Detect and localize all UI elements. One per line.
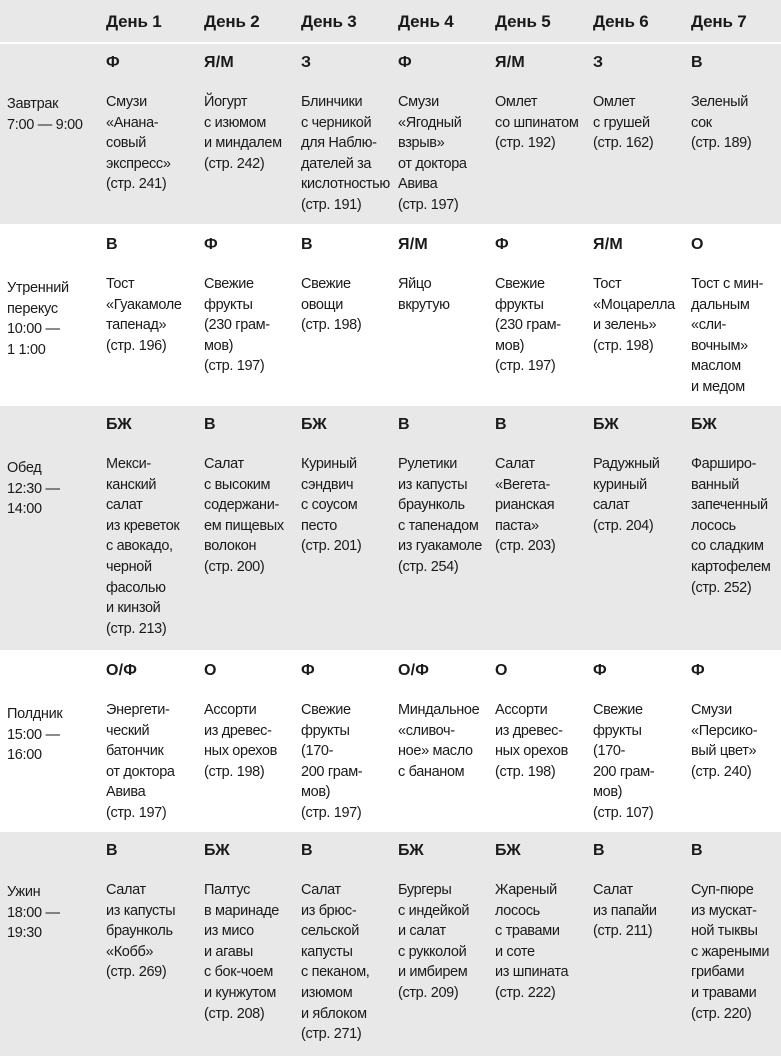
day-1-header: День 1 — [106, 12, 162, 31]
category-code: В — [106, 236, 118, 253]
day-7-header: День 7 — [691, 12, 747, 31]
day-5-header: День 5 — [495, 12, 551, 31]
category-code: БЖ — [691, 416, 717, 433]
dish-text: Яйцо вкрутую — [398, 276, 450, 313]
category-code: БЖ — [495, 842, 521, 859]
dish-text: Жареный лосось с травами и соте из шпината (стр. 222) — [495, 882, 569, 1001]
category-code: В — [398, 416, 410, 433]
dish-text: Миндальное «сливоч- ное» масло с бананом — [398, 702, 480, 780]
dish-text: Фарширо- ванный запеченный лосось со сладким картофелем (стр. 252) — [691, 456, 771, 596]
category-code: О — [495, 662, 508, 679]
dish-text: Рулетики из капусты браунколь с тапенадом из гуакамоле (стр. 254) — [398, 456, 482, 575]
category-code: Ф — [691, 662, 705, 679]
category-code: Я/М — [398, 236, 428, 253]
category-code: Я/М — [593, 236, 623, 253]
dish-text: Салат из папайи (стр. 211) — [593, 882, 657, 940]
header-row — [0, 0, 781, 44]
dish-text: Бургеры с индейкой и салат с рукколой и имбирем (стр. 209) — [398, 882, 470, 1001]
dish-text: Йогурт с изюмом и миндалем (стр. 242) — [204, 94, 282, 172]
category-code: Ф — [398, 54, 412, 71]
category-code: З — [301, 54, 312, 71]
dish-text: Радужный куриный салат (стр. 204) — [593, 456, 660, 534]
category-code: БЖ — [593, 416, 619, 433]
dish-text: Свежие овощи (стр. 198) — [301, 276, 362, 334]
meal-label-breakfast: Завтрак 7:00 — 9:00 — [7, 96, 83, 133]
dish-text: Омлет со шпинатом (стр. 192) — [495, 94, 579, 152]
category-code: В — [204, 416, 216, 433]
meal-row-dinner — [0, 832, 781, 1056]
dish-text: Салат из брюс- сельской капусты с пеканом, изюмом и яблоком (стр. 271) — [301, 882, 370, 1043]
category-code: Ф — [593, 662, 607, 679]
dish-text: Блинчики с черникой для Наблю- дателей за кислотностью (стр. 191) — [301, 94, 390, 213]
category-code: В — [691, 842, 703, 859]
category-code: В — [691, 54, 703, 71]
meal-row-breakfast — [0, 44, 781, 224]
dish-text: Энергети- ческий батончик от доктора Авива (стр. 197) — [106, 702, 175, 821]
category-code: БЖ — [301, 416, 327, 433]
category-code: О — [204, 662, 217, 679]
day-6-header: День 6 — [593, 12, 649, 31]
dish-text: Свежие фрукты (170- 200 грам- мов) (стр. 197) — [301, 702, 363, 821]
dish-text: Свежие фрукты (230 грам- мов) (стр. 197) — [495, 276, 561, 375]
dish-text: Свежие фрукты (170- 200 грам- мов) (стр. 107) — [593, 702, 655, 821]
dish-text: Омлет с грушей (стр. 162) — [593, 94, 654, 152]
category-code: О — [691, 236, 704, 253]
day-3-header: День 3 — [301, 12, 357, 31]
dish-text: Палтус в маринаде из мисо и агавы с бок-чоем и кунжутом (стр. 208) — [204, 882, 280, 1022]
category-code: Ф — [301, 662, 315, 679]
dish-text: Тост «Гуакамоле тапенад» (стр. 196) — [106, 276, 182, 354]
meal-row-afternoon-snack — [0, 652, 781, 830]
dish-text: Свежие фрукты (230 грам- мов) (стр. 197) — [204, 276, 270, 375]
meal-row-morning-snack — [0, 226, 781, 404]
category-code: БЖ — [106, 416, 132, 433]
dish-text: Суп-пюре из мускат- ной тыквы с жареными грибами и травами (стр. 220) — [691, 882, 770, 1022]
meal-label-dinner: Ужин 18:00 — 19:30 — [7, 884, 60, 942]
category-code: В — [106, 842, 118, 859]
meal-label-morning-snack: Утренний перекус 10:00 — 1 1:00 — [7, 280, 69, 358]
category-code: В — [593, 842, 605, 859]
dish-text: Салат с высоким содержани- ем пищевых волокон (стр. 200) — [204, 456, 284, 575]
dish-text: Салат из капусты браунколь «Кобб» (стр. 269) — [106, 882, 176, 981]
category-code: Ф — [495, 236, 509, 253]
dish-text: Зеленый сок (стр. 189) — [691, 94, 752, 152]
day-2-header: День 2 — [204, 12, 260, 31]
meal-label-afternoon-snack: Полдник 15:00 — 16:00 — [7, 706, 63, 764]
category-code: В — [495, 416, 507, 433]
dish-text: Салат «Вегета- рианская паста» (стр. 203) — [495, 456, 556, 555]
category-code: В — [301, 236, 313, 253]
dish-text: Смузи «Ягодный взрыв» от доктора Авива (стр. 197) — [398, 94, 467, 213]
category-code: БЖ — [398, 842, 424, 859]
category-code: О/Ф — [398, 662, 430, 679]
category-code: В — [301, 842, 313, 859]
dish-text: Ассорти из древес- ных орехов (стр. 198) — [495, 702, 568, 780]
dish-text: Ассорти из древес- ных орехов (стр. 198) — [204, 702, 277, 780]
category-code: БЖ — [204, 842, 230, 859]
day-4-header: День 4 — [398, 12, 454, 31]
dish-text: Тост с мин- дальным «сли- вочным» маслом и медом — [691, 276, 764, 395]
category-code: О/Ф — [106, 662, 138, 679]
dish-text: Куриный сэндвич с соусом песто (стр. 201) — [301, 456, 362, 555]
category-code: Я/М — [204, 54, 234, 71]
dish-text: Смузи «Персико- вый цвет» (стр. 240) — [691, 702, 758, 780]
dish-text: Мекси- канский салат из креветок с авокадо, черной фасолью и кинзой (стр. 213) — [106, 456, 180, 637]
category-code: Ф — [106, 54, 120, 71]
dish-text: Тост «Моцарелла и зелень» (стр. 198) — [593, 276, 675, 354]
dish-text: Смузи «Анана- совый экспресс» (стр. 241) — [106, 94, 171, 193]
meal-label-lunch: Обед 12:30 — 14:00 — [7, 460, 60, 518]
category-code: З — [593, 54, 604, 71]
category-code: Я/М — [495, 54, 525, 71]
meal-row-lunch — [0, 406, 781, 650]
category-code: Ф — [204, 236, 218, 253]
